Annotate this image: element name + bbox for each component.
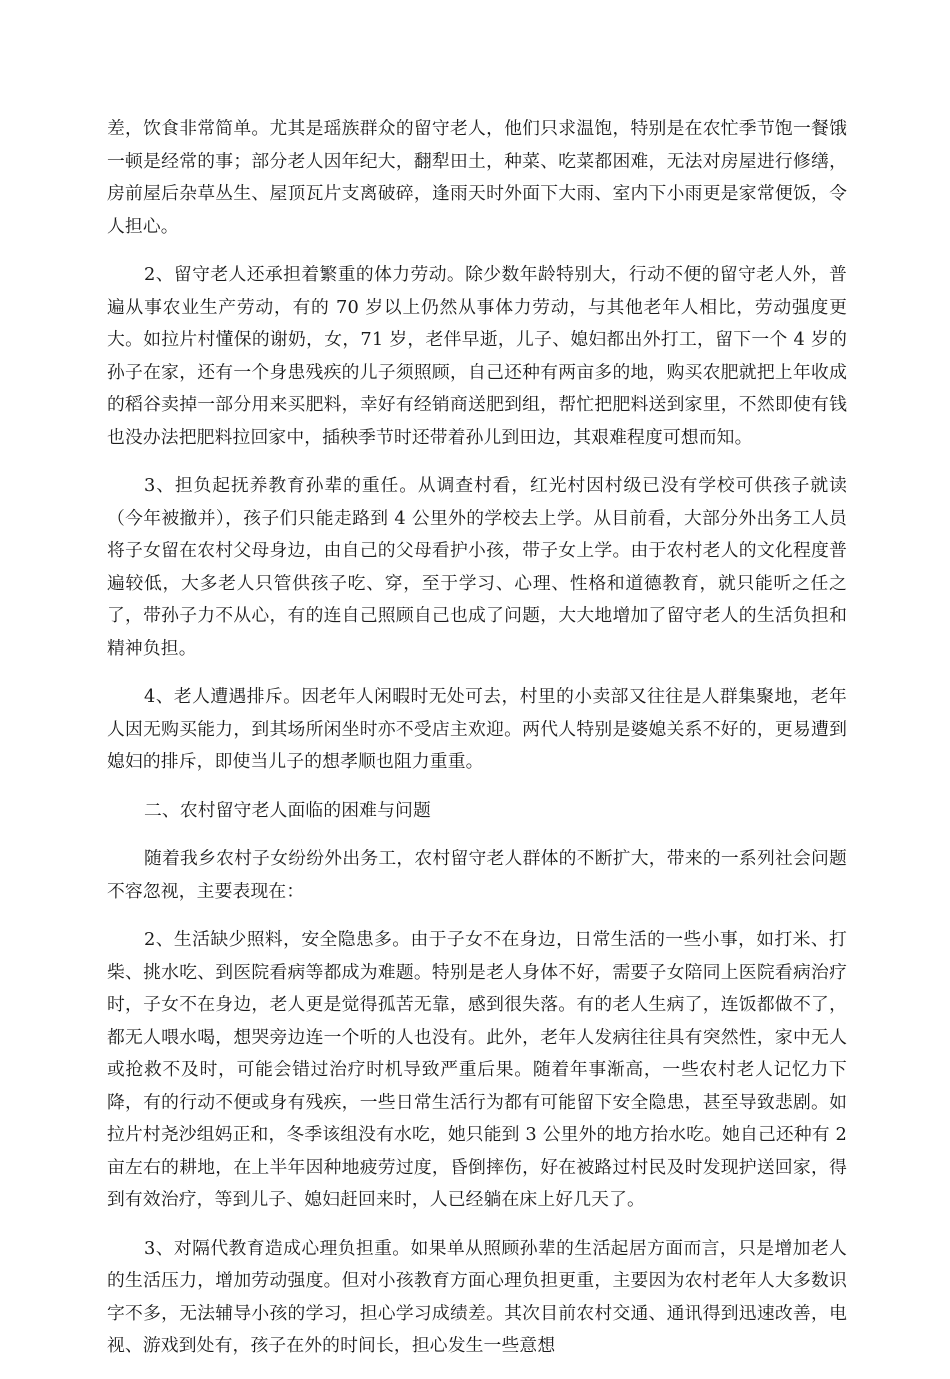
section-heading: 二、农村留守老人面临的困难与问题 (144, 799, 431, 821)
paragraph-point-2-labor: 2、留守老人还承担着繁重的体力劳动。除少数年龄特别大，行动不便的留守老人外，普遍从事农业生产劳动，有的 70 岁以上仍然从事体力劳动，与其他老年人相比，劳动强度更大。如拉片村懂保的谢奶，女，71 岁，老伴早逝，儿子、媳妇都出外打工，留下一个 4 岁的孙子在家，还有一个身患残疾的儿子须照顾，自己还种有两亩多的地，购买农肥就把上年收成的稻谷卖掉一部分用来买肥料，幸好有经销商送肥到组，帮忙把肥料送到家里，不然即使有钱也没办法把肥料拉回家中，插秧季节时还带着孙儿到田边，其艰难程度可想而知。 (107, 264, 847, 448)
paragraph-continued: 差，饮食非常简单。尤其是瑶族群众的留守老人，他们只求温饱，特别是在农忙季节饱一餐饿一顿是经常的事；部分老人因年纪大，翻犁田土，种菜、吃菜都困难，无法对房屋进行修缮，房前屋后杂草丛生、屋顶瓦片支离破碎，逢雨天时外面下大雨、室内下小雨更是家常便饭，令人担心。 (107, 118, 847, 237)
paragraph-intro: 随着我乡农村子女纷纷外出务工，农村留守老人群体的不断扩大，带来的一系列社会问题不容忽视，主要表现在： (107, 848, 847, 902)
document-body (107, 113, 847, 1379)
paragraph-care-safety: 2、生活缺少照料，安全隐患多。由于子女不在身边，日常生活的一些小事，如打米、打柴、挑水吃、到医院看病等都成为难题。特别是老人身体不好，需要子女陪同上医院看病治疗时，子女不在身边，老人更是觉得孤苦无靠，感到很失落。有的老人生病了，连饭都做不了，都无人喂水喝，想哭旁边连一个听的人也没有。此外，老年人发病往往具有突然性，家中无人或抢救不及时，可能会错过治疗时机导致严重后果。随着年事渐高，一些农村老人记忆力下降，有的行动不便或身有残疾，一些日常生活行为都有可能留下安全隐患，甚至导致悲剧。如拉片村尧沙组妈正和，冬季该组没有水吃，她只能到 3 公里外的地方抬水吃。她自己还种有 2 亩左右的耕地，在上半年因种地疲劳过度，昏倒摔伤，好在被路过村民及时发现护送回家，得到有效治疗，等到儿子、媳妇赶回来时，人已经躺在床上好几天了。 (107, 929, 847, 1210)
paragraph-psychological-burden: 3、对隔代教育造成心理负担重。如果单从照顾孙辈的生活起居方面而言，只是增加老人的生活压力，增加劳动强度。但对小孩教育方面心理负担更重，主要因为农村老年人大多数识字不多，无法辅导小孩的学习，担心学习成绩差。其次目前农村交通、通讯得到迅速改善，电视、游戏到处有，孩子在外的时间长，担心发生一些意想 (107, 1237, 847, 1356)
paragraph-point-4-exclusion: 4、老人遭遇排斥。因老年人闲暇时无处可去，村里的小卖部又往往是人群集聚地，老年人因无购买能力，到其场所闲坐时亦不受店主欢迎。两代人特别是婆媳关系不好的，更易遭到媳妇的排斥，即使当儿子的想孝顺也阻力重重。 (107, 686, 847, 772)
paragraph-point-3-education: 3、担负起抚养教育孙辈的重任。从调查村看，红光村因村级已没有学校可供孩子就读（今年被撤并），孩子们只能走路到 4 公里外的学校去上学。从目前看，大部分外出务工人员将子女留在农村父母身边，由自己的父母看护小孩，带子女上学。由于农村老人的文化程度普遍较低，大多老人只管供孩子吃、穿，至于学习、心理、性格和道德教育，就只能听之任之了，带孙子力不从心，有的连自己照顾自己也成了问题，大大地增加了留守老人的生活负担和精神负担。 (107, 475, 847, 659)
